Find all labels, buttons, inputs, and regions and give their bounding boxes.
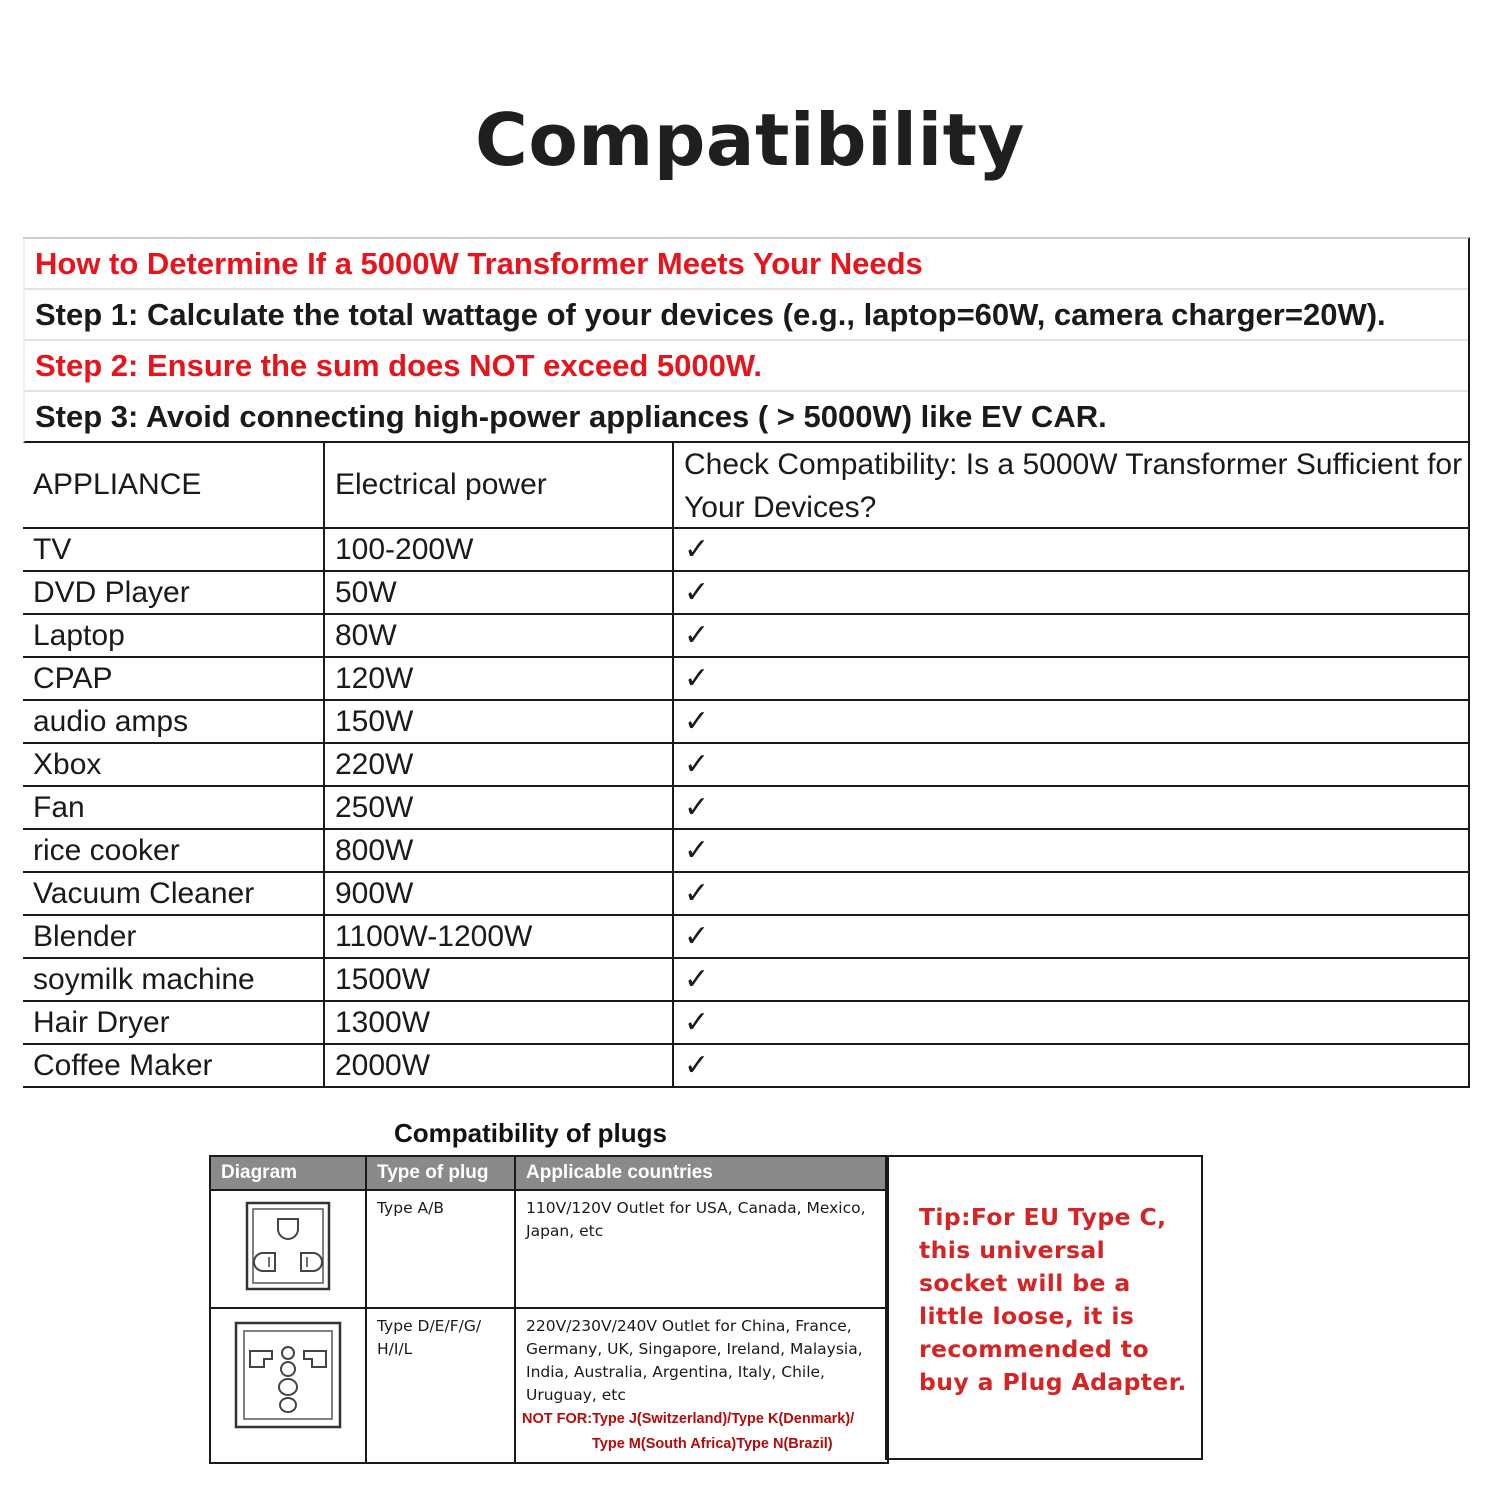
appliance-cell: Blender xyxy=(23,916,325,957)
plugs-header-countries: Applicable countries xyxy=(516,1157,887,1189)
plug-diagram-cell xyxy=(211,1191,367,1307)
guide-step-3: Step 3: Avoid connecting high-power appliances ( > 5000W) like EV CAR. xyxy=(23,392,1468,443)
power-cell: 100-200W xyxy=(325,529,674,570)
check-cell: ✓ xyxy=(684,704,710,739)
power-cell: 150W xyxy=(325,701,674,742)
plug-not-for-note xyxy=(522,1407,877,1457)
plug-row xyxy=(211,1307,887,1462)
table-row xyxy=(23,873,1468,916)
appliance-cell: rice cooker xyxy=(23,830,325,871)
plugs-title: Compatibility of plugs xyxy=(394,1118,667,1148)
power-cell: 50W xyxy=(325,572,674,613)
table-row xyxy=(23,1045,1468,1088)
appliance-cell: Coffee Maker xyxy=(23,1045,325,1086)
appliance-cell: TV xyxy=(23,529,325,570)
check-cell: ✓ xyxy=(684,876,710,911)
appliance-cell: soymilk machine xyxy=(23,959,325,1000)
check-cell: ✓ xyxy=(684,747,710,782)
table-row xyxy=(23,744,1468,787)
table-row xyxy=(23,658,1468,701)
appliance-cell: Xbox xyxy=(23,744,325,785)
check-cell: ✓ xyxy=(684,1005,710,1040)
universal-socket-multi-icon xyxy=(234,1321,342,1429)
plug-countries-cell xyxy=(516,1309,887,1462)
plug-countries-wrap xyxy=(516,1309,887,1463)
guide-step-2: Step 2: Ensure the sum does NOT exceed 5000W. xyxy=(23,341,1468,392)
plug-type: Type A/B xyxy=(377,1199,444,1217)
header-check: Check Compatibility: Is a 5000W Transformer Sufficient for Your Devices? xyxy=(684,448,1463,524)
plugs-header-type: Type of plug xyxy=(367,1157,516,1189)
plug-row xyxy=(211,1189,887,1307)
table-row xyxy=(23,572,1468,615)
check-cell: ✓ xyxy=(684,575,710,610)
power-cell: 800W xyxy=(325,830,674,871)
not-for-line-1: NOT FOR:Type J(Switzerland)/Type K(Denmark)/ xyxy=(522,1411,855,1427)
table-row xyxy=(23,701,1468,744)
appliance-cell: CPAP xyxy=(23,658,325,699)
table-row xyxy=(23,615,1468,658)
table-row xyxy=(23,529,1468,572)
plugs-header-row xyxy=(211,1157,887,1189)
table-row xyxy=(23,830,1468,873)
plugs-section xyxy=(209,1110,1203,1462)
appliance-cell: Fan xyxy=(23,787,325,828)
power-cell: 80W xyxy=(325,615,674,656)
table-row xyxy=(23,787,1468,830)
power-cell: 1100W-1200W xyxy=(325,916,674,957)
plug-countries: 110V/120V Outlet for USA, Canada, Mexico, Japan, etc xyxy=(526,1199,866,1240)
table-body xyxy=(23,529,1468,1088)
table-row xyxy=(23,916,1468,959)
tip-box xyxy=(885,1155,1203,1460)
header-power: Electrical power xyxy=(325,443,674,527)
check-cell: ✓ xyxy=(684,532,710,567)
plugs-header-diagram: Diagram xyxy=(211,1157,367,1189)
plug-type: Type D/E/F/G/H/I/L xyxy=(377,1317,482,1358)
table-row xyxy=(23,1002,1468,1045)
header-appliance: APPLIANCE xyxy=(23,443,325,527)
power-cell: 1500W xyxy=(325,959,674,1000)
universal-socket-ab-icon xyxy=(245,1201,331,1291)
check-cell: ✓ xyxy=(684,833,710,868)
power-cell: 120W xyxy=(325,658,674,699)
plug-type-cell xyxy=(367,1191,516,1307)
table-header-row xyxy=(23,443,1468,529)
plug-type-cell xyxy=(367,1309,516,1462)
check-cell: ✓ xyxy=(684,661,710,696)
appliance-cell: DVD Player xyxy=(23,572,325,613)
appliance-cell: Hair Dryer xyxy=(23,1002,325,1043)
check-cell: ✓ xyxy=(684,1048,710,1083)
power-cell: 900W xyxy=(325,873,674,914)
plug-countries-cell xyxy=(516,1191,887,1307)
power-cell: 220W xyxy=(325,744,674,785)
tip-text: Tip:For EU Type C, this universal socket will be a little loose, it is recommended to buy a Plug Adapter. xyxy=(919,1203,1187,1396)
power-cell: 250W xyxy=(325,787,674,828)
power-cell: 1300W xyxy=(325,1002,674,1043)
appliance-cell: Laptop xyxy=(23,615,325,656)
guide-step-1: Step 1: Calculate the total wattage of your devices (e.g., laptop=60W, camera charger=20W). xyxy=(23,290,1468,341)
compatibility-table xyxy=(23,237,1470,1088)
guide-heading: How to Determine If a 5000W Transformer Meets Your Needs xyxy=(23,239,1468,290)
check-cell: ✓ xyxy=(684,790,710,825)
table-row xyxy=(23,959,1468,1002)
plugs-table xyxy=(209,1155,889,1464)
appliance-cell: Vacuum Cleaner xyxy=(23,873,325,914)
appliance-cell: audio amps xyxy=(23,701,325,742)
power-cell: 2000W xyxy=(325,1045,674,1086)
check-cell: ✓ xyxy=(684,618,710,653)
not-for-line-2: Type M(South Africa)Type N(Brazil) xyxy=(592,1436,833,1452)
check-cell: ✓ xyxy=(684,962,710,997)
plug-diagram-cell xyxy=(211,1309,367,1462)
plug-countries: 220V/230V/240V Outlet for China, France, Germany, UK, Singapore, Ireland, Malaysia, India, Australia, Argentina, Italy, Chile, Uruguay, etc xyxy=(526,1317,863,1404)
check-cell: ✓ xyxy=(684,919,710,954)
page-title: Compatibility xyxy=(475,98,1025,182)
